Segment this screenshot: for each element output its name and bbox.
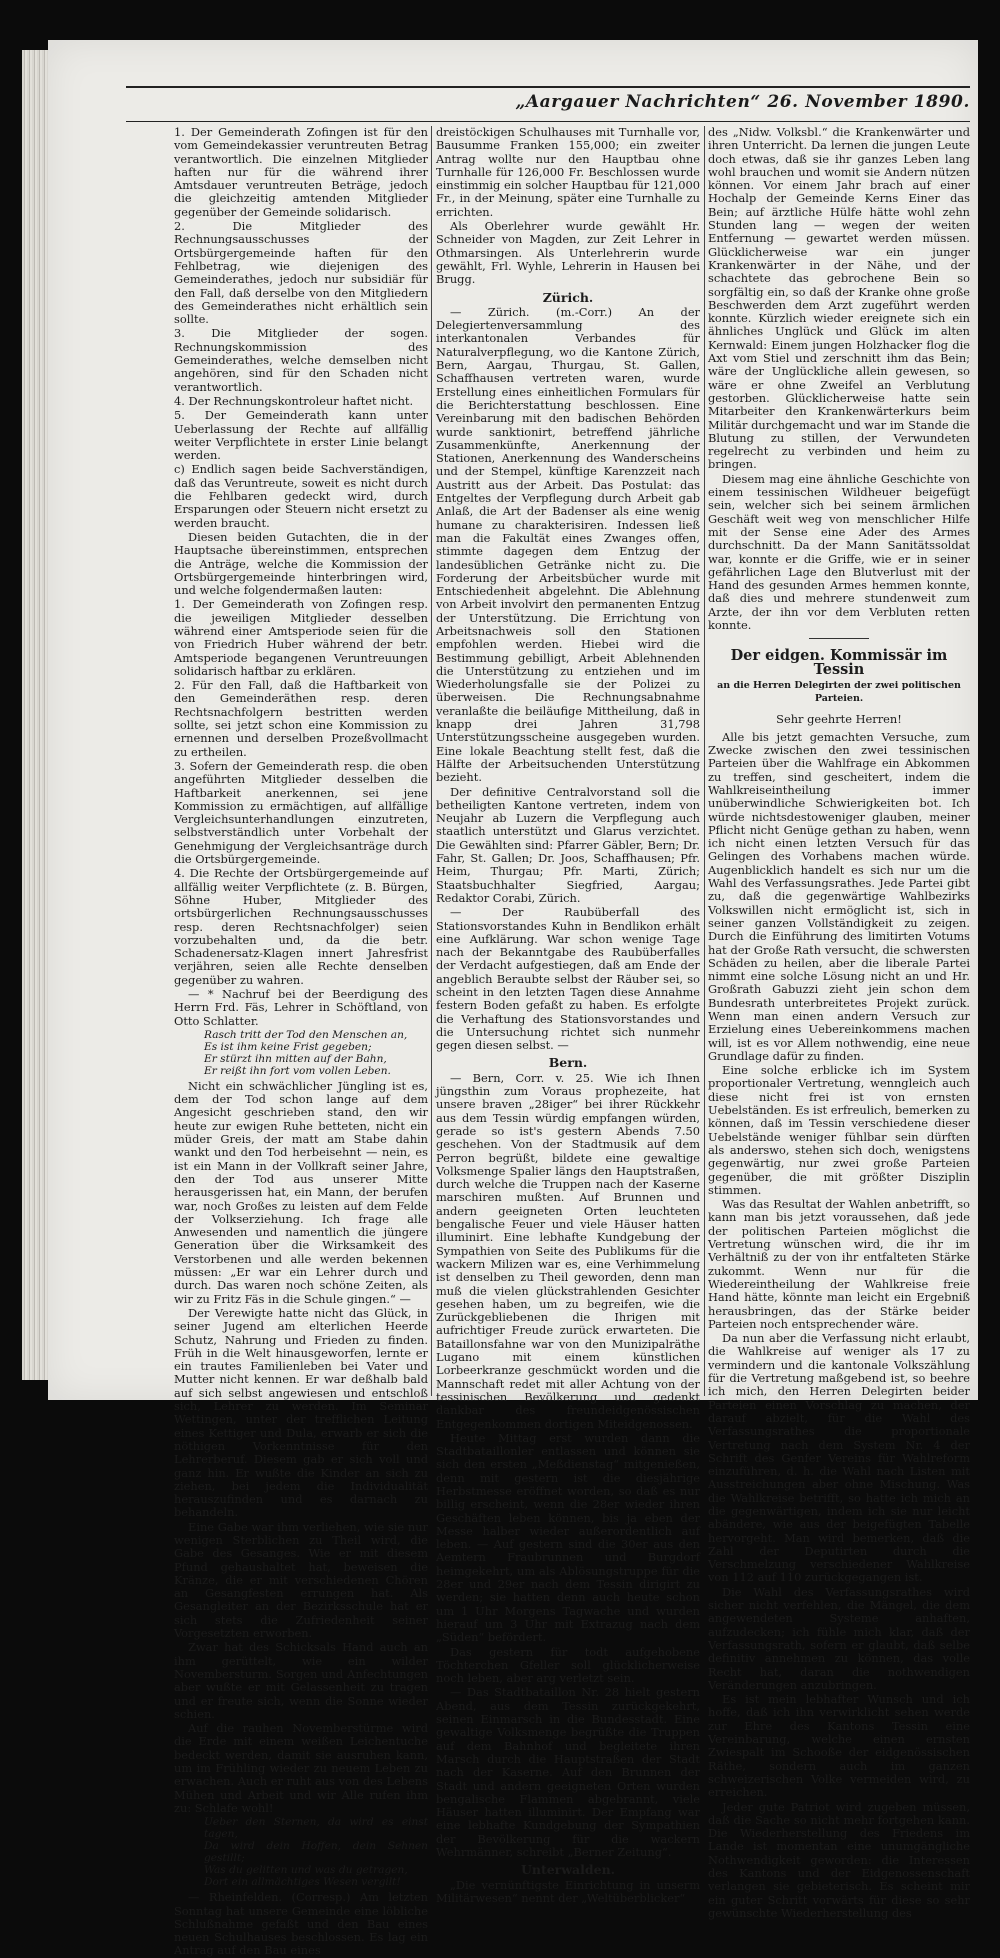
paragraph: Jeder gute Patriot wird zugeben müssen, daß die Sache so nicht mehr fortgehen kann. Die Wiederherstellung des Friedens im Lande ist momentan eine unumgängliche Nothwendigkeit geworden: die Interessen des Kantons und der Eidgenossenschaft verlangen sie gebieterisch. Es scheint mir ein guter Schritt vorwärts für diese so sehr gewünschte Wiederherstellung des — [708, 1799, 970, 1920]
paragraph: — Bern, Corr. v. 25. Wie ich Ihnen jüngsthin zum Voraus prophezeite, hat unsere braven „28iger“ bei ihrer Rückkehr aus dem Tessin würdig empfangen würden, gerade so ist's gestern Abends 7.50 geschehen. Von der Stadtmusik auf dem Perron begrüßt, bildete eine gewaltige Volksmenge Spalier längs den Hauptstraßen, durch welche die Truppen nach der Kaserne marschiren mußten. Auf Brunnen und andern geeigneten Orten leuchteten bengalische Feuer und viele Häuser hatten illuminirt. Eine lebhafte Kundgebung der Sympathien von Seite des Publikums für die wackern Milizen war es, eine Verhimmelung ist denselben zu Theil geworden, denn man muß die vielen glückstrahlenden Gesichter gesehen haben, um zu begreifen, wie die Zurückgebliebenen die Ihrigen mit aufrichtiger Freude zurück erwarteten. Die Bataillonsfahne war von den Munizipalräthe Lugano mit einem künstlichen Lorbeerkranze geschmückt worden und die Mannschaft redet mit aller Achtung von der tessinischen Bevölkerung und gedenkt dankbar des freundeidgenössischen Entgegenkommen dortigen Miteidgenossen. — [436, 1070, 700, 1431]
poem-1 — [204, 1029, 428, 1077]
poem-line: Er reißt ihn fort vom vollen Leben. — [204, 1064, 391, 1077]
column-rule-2 — [704, 126, 705, 1396]
paragraph: des „Nidw. Volksbl.“ die Krankenwärter und ihren Unterricht. Da lernen die jungen Leute doch etwas, daß sie ihr ganzes Leben lang wohl brauchen und womit sie Andern nützen können. Vor einem Jahr brach auf einer Hochalp der Gemeinde Kerns Einer das Bein; auf ärztliche Hülfe hätte wohl zehn Stunden lang — wegen der weiten Entfernung — gewartet werden müssen. Glücklicherweise war ein junger Krankenwärter in der Nähe, und der schachtete das gebrochene Bein so sorgfältig ein, so daß der Kranke ohne große Beschwerden dem Arzt zugeführt werden konnte. Kürzlich wieder ereignete sich ein ähnliches Unglück und Glück im alten Kernwald: Einem jungen Holzhacker flog die Axt vom Stiel und zerschnitt ihm das Bein; wäre der Unglückliche allein gewesen, so wäre er ohne Zweifel an Verblutung gestorben. Glücklicherweise hatte sein Mitarbeiter den Krankenwärterkurs beim Militär durchgemacht und war im Stande die Blutung zu stillen, der Verwundeten regelrecht zu verbinden und heim zu bringen. — [708, 125, 970, 472]
list-item: 4. Die Rechte der Ortsbürgergemeinde auf allfällig weiter Verpflichtete (z. B. Bürgen, Söhne Huber, Mitglieder des ortsbürgerlichen Rechnungsausschusses resp. deren Rechtsnachfolger) seien vorzubehalten und, da die betr. Schadenersatz-Klagen innert Jahresfrist verjähren, seien alle Rechte denselben gegenüber zu wahren. — [174, 866, 428, 987]
list-motions-b — [174, 598, 428, 987]
article-title: Der eidgen. Kommissär im Tessin — [730, 647, 948, 678]
header-rule-bottom — [126, 121, 970, 122]
paragraph: Nicht ein schwächlicher Jüngling ist es, dem der Tod schon lange auf dem Angesicht geschrieben stand, den wir heute zur ewigen Ruhe betteten, nicht ein müder Greis, der matt am Stabe dahin wankt und den Tod herbeisehnt — nein, es ist ein Mann in der Vollkraft seiner Jahre, den der Tod aus unserer Mitte herausgerissen hat, ein Mann, der berufen war, noch Großes zu leisten auf dem Felde der Volkserziehung. Ich frage alle Anwesenden und namentlich die jüngere Generation über die Wirksamkeit des Verstorbenen und alle werden bekennen müssen: „Er war ein Lehrer durch und durch. Das waren noch schöne Zeiten, als wir zu Fritz Fäs in die Schule gingen.“ — — [174, 1078, 428, 1306]
section-heading-bern: Bern. — [548, 1055, 588, 1071]
paragraph: — Der Raubüberfall des Stationsvorstandes Kuhn in Bendlikon erhält eine Aufklärung. War schon wenige Tage nach der Bekanntgabe des Raubüberfalles der Verdacht aufgestiegen, daß am Ende der angeblich Beraubte selbst der Räuber sei, so scheint in den letzten Tagen diese Annahme festern Boden gefaßt zu haben. Es erfolgte die Verhaftung des Stationsvorstandes und die Untersuchung richtet sich nunmehr gegen diesen selbst. — — [436, 905, 700, 1053]
masthead: „Aargauer Nachrichten“ 26. November 1890. — [515, 92, 970, 112]
paragraph: Der definitive Centralvorstand soll die betheiligten Kantone vertreten, indem von Neujahr ab Luzern die Verpflegung auch staatlich unterstützt und Glarus verzichtet. Die Gewählten sind: Pfarrer Gäbler, Bern; Dr. Fahr, St. Gallen; Dr. Joos, Schaffhausen; Pfr. Heim, Thurgau; Pfr. Marti, Zürich; Staatsbuchhalter Siegfried, Aargau; Redaktor Corabi, Zürich. — [436, 784, 700, 905]
paragraph: dreistöckigen Schulhauses mit Turnhalle vor, Bausumme Franken 155,000; ein zweiter Antrag wollte nur den Hauptbau ohne Turnhalle für 126,000 Fr. Beschlossen wurde einstimmig ein solcher Hauptbau für 121,000 Fr., in der Meinung, später eine Turnhalle zu errichten. — [436, 125, 700, 219]
list-item: 1. Der Gemeinderath von Zofingen resp. die jeweiligen Mitglieder desselben während einer Amtsperiode seien für die von Friedrich Huber während der betr. Amtsperiode begangenen Veruntreuungen solidarisch haftbar zu erklären. — [174, 597, 428, 678]
paragraph: Die Wahl des Verfassungsrathes wird sicher nicht verfehlen, die Mängel, die dem angewendeten Systeme anhaften, aufzudecken; ich fühle mich klar, daß der Verfassungsrath, sofern er glaubt, daß selbe definitiv annehmen zu können, das volle Recht hat, daran die nothwendigen Veränderungen anzubringen. — [708, 1584, 970, 1692]
paragraph: — Rheinfelden. (Corresp.) Am letzten Sonntag hat unsere Gemeinde eine löbliche Schlußnahme gefaßt und den Bau eines neuen Schulhauses beschlossen. Es lag ein Antrag auf den Bau eines — [174, 1890, 428, 1958]
paragraph: Heute Mittag erst wurden dann die Stadtbataillonler entlassen und können sie sich den ersten „Meßdienstag“ mitgenießen, denn mit gestern ist die diesjährige Herbstmesse eröffnet worden, so daß es nur billig erscheint, wenn die 28er wieder ihren Geschäften leben können, bis ja eben der Messe halber wieder außerordentlich auf leben. — Auf gestern sind die 30er aus den Aemtern Fraubrunnen und Burgdorf heimgekehrt, um als Ablösungstruppe für die 28er und 29er nach dem Tessin dirigirt zu werden; sie hatten denn auch heute schon um 1 Uhr Morgens Tagwache und wurden hierauf um 3 Uhr mit Extrazug nach dem „Süden“ befördert. — [436, 1430, 700, 1645]
article-subtitle: an die Herren Delegirten der zwei politischen Parteien. — [717, 679, 961, 705]
separator-rule — [809, 638, 869, 639]
list-item: 2. Die Mitglieder des Rechnungsausschusses der Ortsbürgergemeinde haften für den Fehlbetrag, wie diejenigen des Gemeinderathes, jedoch nur subsidiär für den Fall, daß derselbe von den Mitgliedern des Gemeinderathes nicht erhältlich sein sollte. — [174, 219, 428, 327]
paragraph: „Die vernünftigste Einrichtung in unserm Militärwesen“ nennt der „Weltüberblicker“ — [436, 1877, 700, 1905]
column-3 — [708, 125, 970, 1920]
paragraph: — Zürich. (m.-Corr.) An der Delegiertenversammlung des interkantonalen Verbandes für Naturalverpflegung, wo die Kantone Zürich, Bern, Aargau, Thurgau, St. Gallen, Schaffhausen vertreten waren, wurde Erstellung eines einheitlichen Formulars für die Berichterstattung beschlossen. Eine Vereinbarung mit den badischen Behörden wurde sanktionirt, betreffend jährliche Zusammenkünfte, Anerkennung der Stationen, Anerkennung des Wanderscheins und der Stempel, künftige Karenzzeit nach Austritt aus der Arbeit. Das Postulat: das Entgeltes der Verpflegung durch Arbeit gab Anlaß, die Art der Badenser als eine wenig humane zu charakterisiren. Indessen ließ man die Fakultät eines Zwanges offen, stimmte dagegen dem Entzug der landesüblichen Getränke nicht zu. Die Forderung der Arbeitsbücher wurde mit Entschiedenheit abgelehnt. Die Ablehnung von Arbeit involvirt den permanenten Entzug der Unterstützung. Die Errichtung von Arbeitsnachweis soll den Stationen empfohlen werden. Hiebei wird die Bestimmung gebilligt, Arbeit Ablehnenden die Unterstützung zu entziehen und im Wiederholungsfalle sie der Polizei zu überweisen. Die Rechnungsabnahme veranlaßte die beiläufige Mittheilung, daß in knapp drei Jahren 31,798 Unterstützungsscheine ausgegeben wurden. Eine lokale Beachtung stellt fest, daß die Hälfte der Arbeitsuchenden Unterstützung bezieht. — [436, 304, 700, 785]
paragraph: Der Verewigte hatte nicht das Glück, in seiner Jugend am elterlichen Heerde Schutz, Nahrung und Frieden zu finden. Früh in die Welt hinausgeworfen, lernte er ein trautes Familienleben bei Vater und Mutter nicht kennen. Er war deßhalb bald auf sich selbst angewiesen und entschloß sich, Lehrer zu werden. Im Seminar Wettingen, unter der trefflichen Leitung eines Kettiger und Dula, erwarb er sich die nöthigen Vorkenntnisse für den Lehrerberuf. Diesem gab er sich voll und ganz hin. Er wußte die Kinder an sich zu ziehen, bei jedem die Individualität herauszufinden und es darnach zu behandeln. — [174, 1305, 428, 1520]
paragraph: Als Oberlehrer wurde gewählt Hr. Schneider von Magden, zur Zeit Lehrer in Othmarsingen. Als Unterlehrerin wurde gewählt, Frl. Wyhle, Lehrerin in Hausen bei Brugg. — [436, 219, 700, 287]
list-item: 2. Für den Fall, daß die Haftbarkeit von den Gemeinderäthen resp. deren Rechtsnachfolgern bestritten werden sollte, sei jetzt schon eine Kommission zu ernennen und derselben Prozeßvollmacht zu ertheilen. — [174, 678, 428, 759]
obituary-intro: — * Nachruf bei der Beerdigung des Herrn Frd. Fäs, Lehrer in Schöftland, von Otto Schlatter. — [174, 987, 428, 1028]
column-2 — [436, 125, 700, 1905]
paragraph: Diesem mag eine ähnliche Geschichte von einem tessinischen Wildheuer beigefügt sein, welcher sich bei seinem ärmlichen Geschäft weit weg von menschlicher Hilfe mit der Sense eine Ader des Armes durchschnitt. Da der Mann Sanitätssoldat war, konnte er die Griffe, wie er in seiner gefährlichen Lage den Blutverlust mit der Hand des gesunden Armes hemmen konnte, daß dies und mehrere stundenweit zum Arzte, der ihn vor dem Verbluten retten konnte. — [708, 471, 970, 632]
paragraph: Eine solche erblicke ich im System proportionaler Vertretung, wenngleich auch diese nicht frei ist von ernsten Uebelständen. Es ist erfreulich, bemerken zu können, daß im Tessin verschiedene dieser Uebelstände weniger fühlbar sein dürften als anderswo, stehen sich doch, wenigstens gegenwärtig, nur zwei große Parteien gegenüber, die mit größter Disziplin stimmen. — [708, 1063, 970, 1197]
list-item: 5. Der Gemeinderath kann unter Ueberlassung der Rechte auf allfällig weiter Verpflichtete in erster Linie belangt werden. — [174, 408, 428, 463]
list-item: 3. Sofern der Gemeinderath resp. die oben angeführten Mitglieder desselben die Haftbarkeit anerkennen, sei jene Kommission zu ermächtigen, auf allfällige Vergleichsunterhandlungen einzutreten, selbstverständlich unter Vorbehalt der Genehmigung der Vergleichsanträge durch die Ortsbürgergemeinde. — [174, 758, 428, 867]
column-1 — [174, 125, 428, 1958]
paragraph: c) Endlich sagen beide Sachverständigen, daß das Veruntreute, soweit es nicht durch die Fehlbaren gedeckt wird, durch Ersparungen oder Steuern nicht ersetzt zu werden braucht. — [174, 462, 428, 530]
list-liability-a — [174, 126, 428, 462]
list-item: 1. Der Gemeinderath Zofingen ist für den vom Gemeindekassier veruntreuten Betrag verantwortlich. Die einzelnen Mitglieder haften nur für die während ihrer Amtsdauer veruntreuten Beträge, jedoch die gleichzeitig amtenden Mitglieder gegenüber der Gemeinde solidarisch. — [174, 125, 428, 219]
list-item: 4. Der Rechnungskontroleur haftet nicht. — [174, 393, 414, 408]
salutation: Sehr geehrte Herren! — [776, 712, 902, 727]
poem-line: Dort ein allmächtiges Wesen vergilt! — [204, 1876, 401, 1889]
paragraph: — Das Stadtbataillon Nr. 28 hielt gestern Abend, aus dem Tessin zurückgekehrt, seinen Einmarsch in die Bundesstadt. Eine gewaltige Volksmenge begrüßte die Truppen auf dem Bahnhof und begleitete ihren Marsch durch die Hauptstraßen der Stadt nach der Kaserne. Auf den Brunnen der Stadt und andern geeigneten Orten wurden bengalische Flammen abgebrannt, viele Häuser hatten illuminirt. Der Empfang war eine lebhafte Kundgebung der Sympathien der Bevölkerung für die wackern Wehrmänner, schreibt „Berner Zeitung“. — [436, 1685, 700, 1859]
column-rule-1 — [431, 126, 432, 1396]
section-heading-unterwalden: Unterwalden. — [520, 1862, 616, 1878]
poem-line: Rasch tritt der Tod den Menschen an, — [204, 1028, 408, 1041]
paragraph: Alle bis jetzt gemachten Versuche, zum Zwecke zwischen den zwei tessinischen Parteien über die Wahlfrage ein Abkommen zu treffen, sind gescheitert, indem die Wahlkreiseintheilung immer unüberwindliche Schwierigkeiten bot. Ich würde nichtsdestoweniger glauben, meiner Pflicht nicht Genüge gethan zu haben, wenn ich nicht einen letzten Versuch für das Gelingen des Vorhabens machen würde. Augenblicklich handelt es sich nur um die Wahl des Verfassungsrathes. Jede Partei gibt zu, daß die gegenwärtige Wahlbezirks Volkswillen nicht ermöglicht ist, sich in seiner ganzen Vollständigkeit zu zeigen. Durch die Einführung des limitirten Votums hat der Große Rath versucht, die schwersten Schäden zu heilen, aber die liberale Partei nimmt eine solche Lösung nicht an und Hr. Großrath Gabuzzi zieht jein schon dem Bundesrath unterbreitetes Projekt zurück. Wenn man einen andern Versuch zur Erzielung eines Uebereinkommens machen will, ist es vor Allem nothwendig, eine neue Grundlage dafür zu finden. — [708, 729, 970, 1063]
poem-2 — [204, 1816, 428, 1888]
paragraph: Auf die rauhen Novemberstürme wird die Erde mit einem weißen Leichentuche bedeckt werden, damit sie ausruhen kann, um im Frühling wieder zu neuem Leben zu erwachen. Auch er ruht aus von des Lebens Mühen und Arbeit und wir Alle rufen ihm zu: Schlafe wohl! — [174, 1721, 428, 1815]
paragraph: Das gestern für todt aufgehobene Töchterchen Gfeller soll glücklicherweise noch leben, aber arg verletzt sein. — [436, 1644, 700, 1686]
paragraph: Eine Gabe war ihm verliehen, wie sie nur wenigen Sterblichen zu Theil wird, die Gabe des Gesanges. Wie er mit diesem Pfund gehaushaltet hat, beweisen die Kränze, die er mit verschiedenen Chören an Gesangfesten errungen hat. Als Gesangleiter an der Bezirksschule hat er sich stets die Zufriedenheit seiner Vorgesetzten erworben. — [174, 1519, 428, 1641]
poem-line: Er stürzt ihn mitten auf der Bahn, — [204, 1052, 387, 1065]
paragraph: Es ist mein lebhafter Wunsch und ich hoffe, daß ich ihn verwirklicht sehen werde zur Ehre des Kantons Tessin eine Vereinbarung, welche einen ernsten Zwiespalt im Schooße der eidgenössischen Räthe, sondern auch im ganzen schweizerischen Volke vermeiden wird, zu erreichen. — [708, 1692, 970, 1800]
paragraph: Diesen beiden Gutachten, die in der Hauptsache übereinstimmen, entsprechen die Anträge, welche die Kommission der Ortsbürgergemeinde hinterbringen wird, und welche folgendermaßen lauten: — [174, 529, 428, 598]
list-item: 3. Die Mitglieder der sogen. Rechnungskommission des Gemeinderathes, welche demselben nicht angehören, sind für den Schaden nicht verantwortlich. — [174, 326, 428, 394]
paragraph: Zwar hat des Schicksals Hand auch an ihm gerüttelt, wie ein wilder Novembersturm. Sorgen und Anfechtungen aber wußte er mit Gelassenheit zu tragen und er freute sich, wenn die Sonne wieder schien. — [174, 1640, 428, 1721]
section-heading-zurich: Zürich. — [542, 289, 594, 305]
stacked-page-edges — [22, 50, 50, 1380]
paragraph: Was das Resultat der Wahlen anbetrifft, so kann man bis jetzt voraussehen, daß jede der politischen Parteien möglichst die Vertretung wünschen wird, die ihr im Verhältniß zu der von ihr entfalteten Stärke zukommt. Wenn nur für die Wiedereintheilung der Wahlkreise freie Hand hätte, könnte man leicht ein Ergebniß herausbringen, das der Stärke beider Parteien noch entsprechender wäre. — [708, 1197, 970, 1331]
header-rule-top — [126, 86, 970, 88]
poem-line: Ueber den Sternen, da wird es einst tagen, — [204, 1816, 428, 1841]
poem-line: Es ist ihm keine Frist gegeben; — [204, 1040, 372, 1053]
paragraph: Da nun aber die Verfassung nicht erlaubt, die Wahlkreise auf weniger als 17 zu vermindern und die kantonale Volkszählung für die Vertretung maßgebend ist, so beehre ich mich, den Herren Delegirten beider Parteien einen Vorschlag zu machen, der darauf abzielt, für die Wahl des Verfassungsrathes die proportionale Vertretung nach dem System Nr. 4 der Schrift des Genfer Vereins für Wahlreform einzuführen, d. h. die Wahl nach Listen mit Ausstreichungen aber ohne Mischung. Was die Wahlkreise betrifft, so hatte ich mich an die gegenwärtigen, indem ich sie nur leicht abändere, wie aus der beigefügten Tabelle hervorgeht. Man wird bemerken, daß die Zahl der Deputirten durch die Verschmelzung verschiedener Wahlkreise von 112 auf 110 zurückgegangen ist. — [708, 1331, 970, 1585]
poem-line: Was du gelitten und was du getragen, — [204, 1864, 408, 1877]
poem-line: Da wird dein Hoffen, dein Sehnen gestillt; — [204, 1840, 428, 1865]
